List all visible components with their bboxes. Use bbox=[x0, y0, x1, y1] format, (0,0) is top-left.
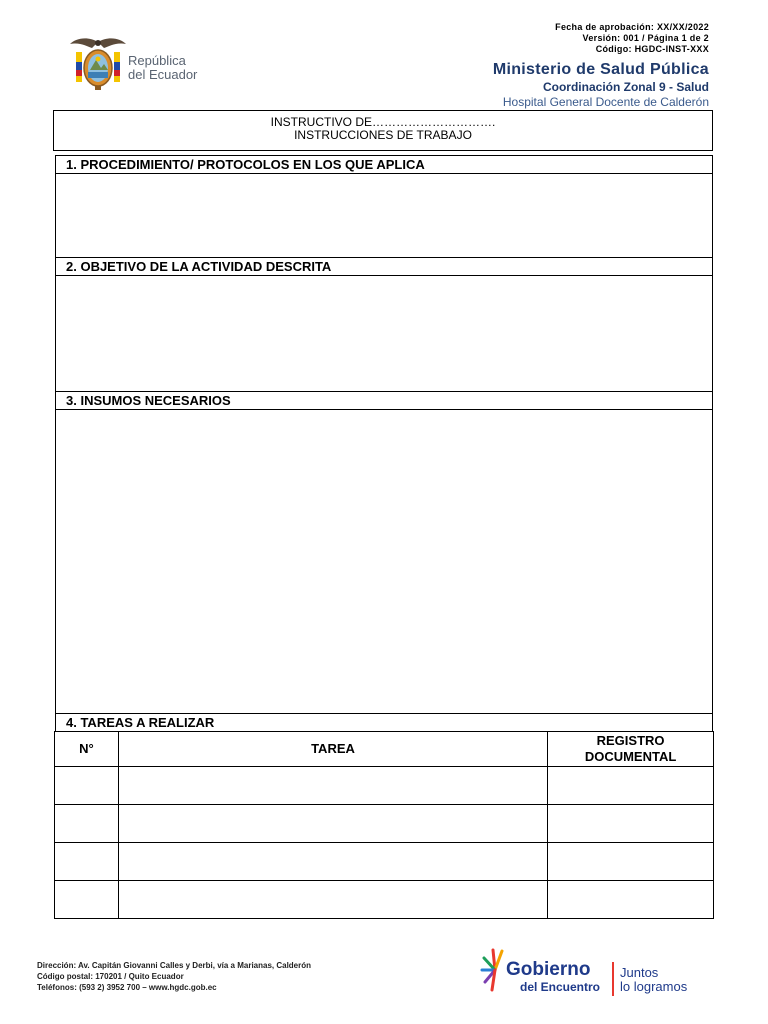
column-header-record bbox=[548, 732, 714, 767]
cell-number[interactable] bbox=[55, 881, 119, 919]
cell-task[interactable] bbox=[118, 767, 547, 805]
republic-name bbox=[128, 54, 197, 82]
approval-date: Fecha de aprobación: XX/XX/2022 bbox=[555, 22, 709, 32]
section-1-body[interactable] bbox=[55, 173, 713, 258]
cell-record[interactable] bbox=[548, 843, 714, 881]
ministry-name: Ministerio de Salud Pública bbox=[492, 61, 709, 78]
table-row bbox=[55, 881, 714, 919]
cell-task[interactable] bbox=[118, 881, 547, 919]
ministry-block bbox=[493, 60, 709, 110]
section-2-body[interactable] bbox=[55, 275, 713, 392]
coat-of-arms-icon bbox=[68, 34, 128, 96]
cell-record[interactable] bbox=[548, 767, 714, 805]
brand-gobierno: Gobierno bbox=[506, 959, 591, 980]
brand-divider bbox=[612, 962, 614, 996]
table-row bbox=[55, 805, 714, 843]
slogan-line1: Juntos bbox=[620, 965, 659, 980]
cell-record[interactable] bbox=[548, 805, 714, 843]
slogan-line2: lo logramos bbox=[620, 979, 688, 994]
section-3-body[interactable] bbox=[55, 409, 713, 714]
republic-line1: República bbox=[128, 53, 186, 68]
section-1-heading: 1. PROCEDIMIENTO/ PROTOCOLOS EN LOS QUE APLICA bbox=[55, 155, 713, 174]
footer-phones: Teléfonos: (593 2) 3952 700 – www.hgdc.gob.ec bbox=[37, 983, 217, 992]
title-line2: INSTRUCCIONES DE TRABAJO bbox=[294, 128, 472, 142]
cell-number[interactable] bbox=[55, 843, 119, 881]
title-box bbox=[53, 110, 713, 151]
table-row bbox=[55, 843, 714, 881]
section-3-heading: 3. INSUMOS NECESARIOS bbox=[55, 391, 713, 410]
section-4-heading: 4. TAREAS A REALIZAR bbox=[55, 713, 713, 732]
footer-postal: Código postal: 170201 / Quito Ecuador bbox=[37, 972, 184, 981]
cell-task[interactable] bbox=[118, 843, 547, 881]
column-header-task: TAREA bbox=[118, 732, 547, 767]
brand-encuentro: del Encuentro bbox=[520, 980, 601, 994]
record-header-text: REGISTRO DOCUMENTAL bbox=[584, 733, 677, 764]
footer-address: Dirección: Av. Capitán Giovanni Calles y Derbi, vía a Marianas, Calderón bbox=[37, 961, 312, 970]
version-page: Versión: 001 / Página 1 de 2 bbox=[582, 33, 709, 43]
tasks-table bbox=[54, 731, 714, 919]
cell-task[interactable] bbox=[118, 805, 547, 843]
cell-number[interactable] bbox=[55, 767, 119, 805]
section-2-heading: 2. OBJETIVO DE LA ACTIVIDAD DESCRITA bbox=[55, 257, 713, 276]
table-header-row bbox=[55, 732, 714, 767]
cell-record[interactable] bbox=[548, 881, 714, 919]
tasks-table-wrapper bbox=[54, 731, 714, 919]
document-metadata bbox=[555, 22, 709, 55]
hospital-name: Hospital General Docente de Calderón bbox=[502, 95, 709, 109]
document-code: Código: HGDC-INST-XXX bbox=[595, 44, 709, 54]
title-line1: INSTRUCTIVO DE…………………………. bbox=[270, 115, 496, 129]
footer-contact bbox=[37, 960, 311, 993]
slogan bbox=[620, 966, 687, 994]
gobierno-logo bbox=[480, 944, 705, 1000]
cell-number[interactable] bbox=[55, 805, 119, 843]
table-row bbox=[55, 767, 714, 805]
republic-line2: del Ecuador bbox=[128, 67, 198, 82]
coordination-name: Coordinación Zonal 9 - Salud bbox=[542, 80, 709, 94]
column-header-number: N° bbox=[55, 732, 119, 767]
